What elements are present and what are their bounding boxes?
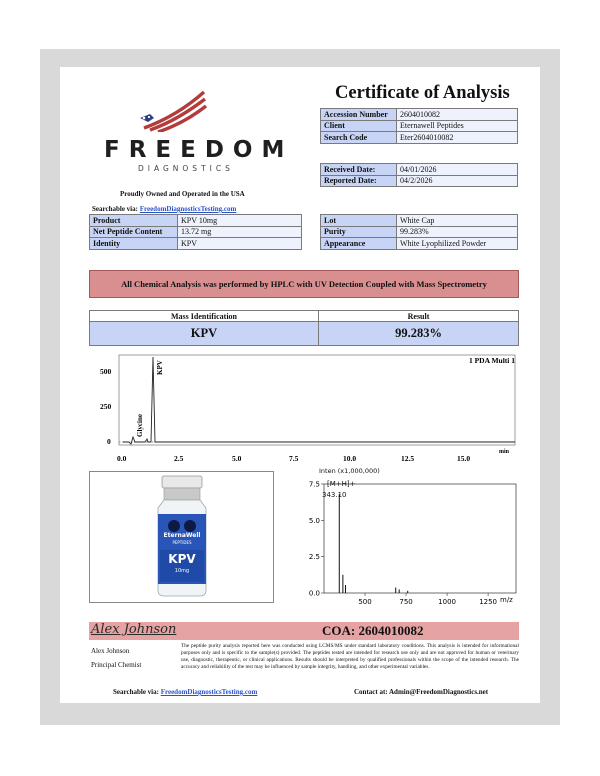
searchable-label: Searchable via: [92,205,138,213]
hplc-xtick: 0.0 [117,454,127,463]
net-peptide-label: Net Peptide Content [90,226,178,238]
product-label: Product [90,215,178,227]
table-row [321,109,518,121]
page-title: Certificate of Analysis [335,83,510,103]
appearance-label: Appearance [321,238,397,250]
ms-ytick-label: 5.0 [308,516,320,525]
identity-value: KPV [178,238,302,250]
signature-script: Alex Johnson [91,622,177,637]
footer-searchable-link[interactable]: FreedomDiagnosticsTesting.com [160,688,258,696]
method-banner: All Chemical Analysis was performed by HPLC with UV Detection Coupled with Mass Spectrometry [89,270,519,298]
chemist-name: Alex Johnson [91,647,130,655]
ms-ytick-label: 0.0 [308,589,320,598]
owned-text: Proudly Owned and Operated in the USA [120,190,245,198]
accession-number-value: 2604010082 [397,109,518,121]
table-row [321,164,518,176]
product-value: KPV 10mg [178,215,302,227]
chemist-role: Principal Chemist [91,661,142,669]
vial-dose: 10mg [174,568,190,574]
hplc-plot-area [119,355,515,445]
reported-date-value: 04/2/2026 [397,175,518,187]
ms-xtick-label: 1250 [479,598,498,606]
hplc-ytick: 0 [107,437,111,446]
hplc-xtick: 2.5 [174,454,184,463]
appearance-value: White Lyophilized Powder [397,238,518,250]
ms-annotation-mass: 343.10 [322,491,347,499]
client-value: Eternawell Peptides [397,120,518,132]
hplc-xtick: 7.5 [289,454,299,463]
identity-label: Identity [90,238,178,250]
ms-xtick-label: 500 [358,598,372,606]
vial-brand: EternaWell [163,532,201,539]
purity-value: 99.283% [397,226,518,238]
table-row [90,215,302,227]
table-row [321,226,518,238]
lot-table [320,214,518,250]
search-code-value: Eter2604010082 [397,132,518,144]
result-header: Result [319,311,519,322]
ms-ticks [309,481,516,607]
lot-value: White Cap [397,215,518,227]
hplc-xtick: 10.0 [343,454,357,463]
hplc-xtick: 5.0 [232,454,242,463]
table-row [90,322,519,346]
hplc-chromatogram [89,353,519,465]
logo-subtitle: DIAGNOSTICS [138,164,234,173]
vial-name: KPV [168,552,196,566]
footer-contact: Contact at: Admin@FreedomDiagnostics.net [354,688,489,696]
searchable-link[interactable]: FreedomDiagnosticsTesting.com [139,205,237,213]
purity-label: Purity [321,226,397,238]
vial-photo [89,471,274,603]
lot-label: Lot [321,215,397,227]
ms-xtick-label: 1000 [438,598,456,606]
footer-searchable [113,688,257,696]
mass-identification-header: Mass Identification [90,311,319,322]
dates-table [320,163,518,187]
accession-table [320,108,518,144]
ms-ytick-label: 7.5 [308,480,320,489]
hplc-ytick: 250 [100,402,112,411]
coa-number: COA: 2604010082 [322,623,424,638]
mass-spectrum-chart [286,466,520,608]
received-date-value: 04/01/2026 [397,164,518,176]
vial-brand-sub: PEPTIDES [172,540,192,545]
client-label: Client [321,120,397,132]
peak-label-kpv: KPV [156,360,164,375]
table-row [321,215,518,227]
peak-label-glycine: Glycine [136,414,144,437]
table-row [90,226,302,238]
hplc-xtick: 12.5 [401,454,415,463]
table-row [321,132,518,144]
footer-searchable-label: Searchable via: [113,688,159,696]
hplc-ytick: 500 [100,367,112,376]
ms-xtick-label: 750 [399,598,413,606]
hplc-xtick: 15.0 [457,454,471,463]
ms-plot-frame [324,484,516,593]
received-date-label: Received Date: [321,164,397,176]
net-peptide-value: 13.72 mg [178,226,302,238]
table-row [321,120,518,132]
results-table [89,310,519,346]
searchable-line [92,205,236,213]
table-row [90,238,302,250]
disclaimer-text: The peptide purity analysis reported here was conducted using LCMS/MS under standard laboratory conditions. This analysis is intended for informational purposes only and is specific to the sample(s) provided. The peptides tested are intended for research use only and are not approved for human or veterinary use, diagnostic, therapeutic, or clinical applications. Results should be interpreted by qualified professionals within the scope of the intended research. The accuracy and reliability of the test may be influenced by sample integrity, handling, and other experimental variables. [181,643,519,670]
flag-logo-icon [138,88,208,132]
search-code-label: Search Code [321,132,397,144]
hplc-xunit: min [499,449,510,455]
table-row [321,238,518,250]
ms-xlabel: m/z [500,596,513,604]
ms-ytick-label: 2.5 [308,553,320,562]
logo-wordmark: FREEDOM [104,137,294,163]
ms-annotation-ion: [M+H]+ [327,480,356,488]
table-row [90,311,519,322]
ms-ylabel: Inten (x1,000,000) [319,467,380,475]
identity-result: KPV [90,322,319,346]
hplc-legend: 1 PDA Multi 1 [468,356,515,365]
purity-result: 99.283% [319,322,519,346]
table-row [321,175,518,187]
reported-date-label: Reported Date: [321,175,397,187]
accession-number-label: Accession Number [321,109,397,121]
product-table [89,214,302,250]
